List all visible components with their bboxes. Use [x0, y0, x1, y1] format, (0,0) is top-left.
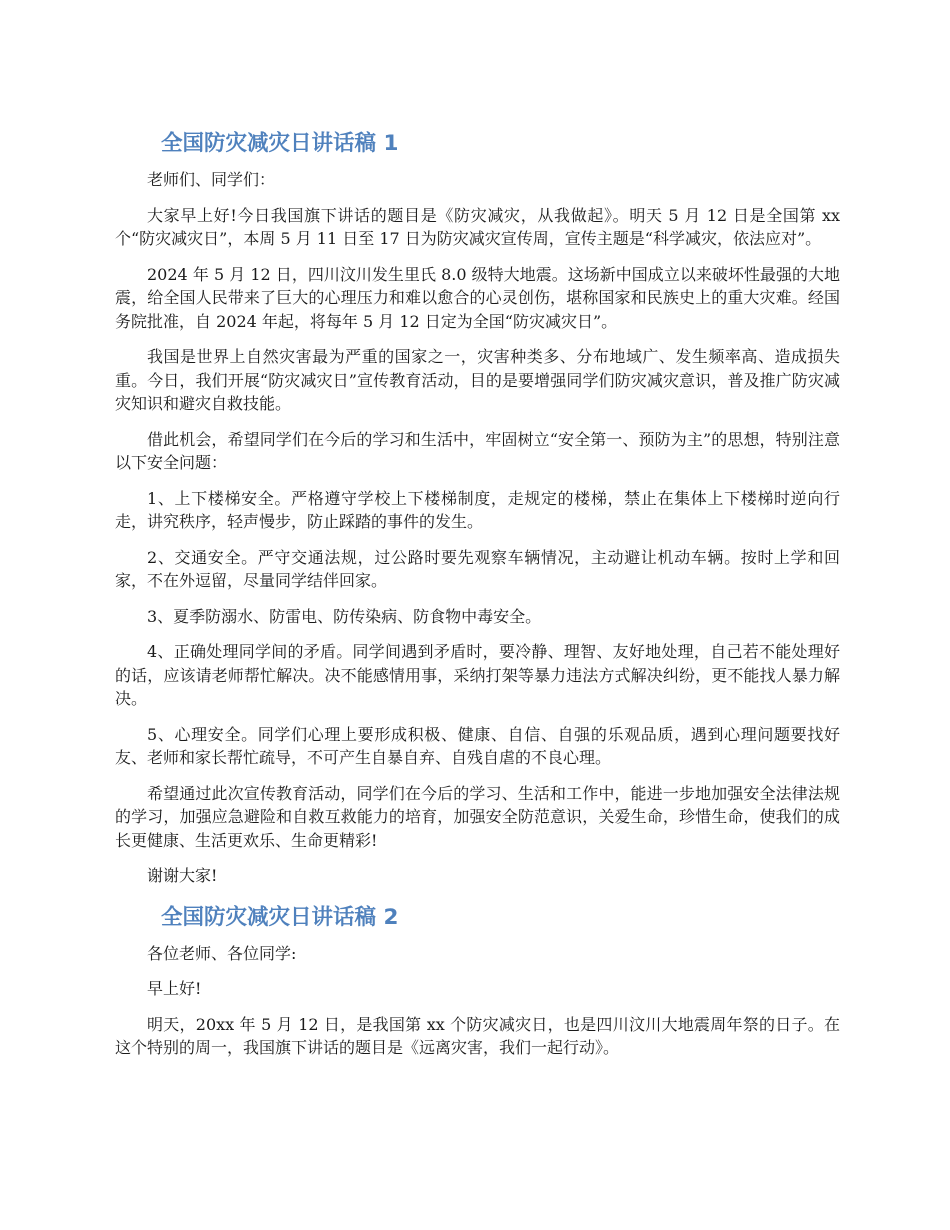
paragraph: 早上好!	[147, 979, 202, 998]
section-1	[115, 126, 840, 888]
paragraph: 我国是世界上自然灾害最为严重的国家之一，灾害种类多、分布地域广、发生频率高、造成损失重。今日，我们开展“防灾减灾日”宣传教育活动，目的是要增强同学们防灾减灾意识，普及推广防灾减灾知识和避灾自救技能。	[115, 347, 840, 413]
paragraph: 借此机会，希望同学们在今后的学习和生活中，牢固树立“安全第一、预防为主”的思想，特别注意以下安全问题：	[115, 429, 840, 472]
list-item-5: 5、心理安全。同学们心理上要形成积极、健康、自信、自强的乐观品质，遇到心理问题要找好友、老师和家长帮忙疏导，不可产生自暴自弃、自残自虐的不良心理。	[115, 724, 840, 767]
list-item-3: 3、夏季防溺水、防雷电、防传染病、防食物中毒安全。	[147, 606, 542, 626]
section-1-title: 全国防灾减灾日讲话稿 1	[161, 131, 399, 156]
paragraph: 明天，20xx 年 5 月 12 日，是我国第 xx 个防灾减灾日，也是四川汶川大地震周年祭的日子。在这个特别的周一，我国旗下讲话的题目是《远离灾害，我们一起行动》。	[115, 1014, 840, 1057]
paragraph: 老师们、同学们：	[147, 170, 276, 189]
greeting: 各位老师、各位同学:	[147, 943, 297, 963]
paragraph: 2024 年 5 月 12 日，四川汶川发生里氏 8.0 级特大地震。这场新中国成立以来破坏性最强的大地震，给全国人民带来了巨大的心理压力和难以愈合的心灵创伤，堪称国家和民族史上的重大灾难。经国务院批准，自 2024 年起，将每年 5 月 12 日定为全国“防灾减灾日”。	[115, 264, 840, 331]
list-item-2: 2、交通安全。严守交通法规，过公路时要先观察车辆情况，主动避让机动车辆。按时上学和回家，不在外逗留，尽量同学结伴回家。	[115, 547, 840, 590]
section-2-title: 全国防灾减灾日讲话稿 2	[161, 904, 399, 930]
list-item-4: 4、正确处理同学间的矛盾。同学间遇到矛盾时，要冷静、理智、友好地处理，自己若不能处理好的话，应该请老师帮忙解决。决不能感情用事，采纳打架等暴力违法方式解决纠纷，更不能找人暴力解决。	[115, 642, 840, 708]
section-2	[115, 900, 840, 1060]
list-item-1: 1、上下楼梯安全。严格遵守学校上下楼梯制度，走规定的楼梯，禁止在集体上下楼梯时逆向行走，讲究秩序，轻声慢步，防止踩踏的事件的发生。	[115, 488, 840, 531]
paragraph: 大家早上好!今日我国旗下讲话的题目是《防灾减灾，从我做起》。明天 5 月 12 日是全国第 xx 个“防灾减灾日”，本周 5 月 11 日至 17 日为防灾减灾宣传周，宣传主题是“科学减灾，依法应对”。	[115, 205, 840, 248]
document-content	[115, 126, 840, 1072]
paragraph: 希望通过此次宣传教育活动，同学们在今后的学习、生活和工作中，能进一步地加强安全法律法规的学习，加强应急避险和自救互救能力的培育，加强安全防范意识，关爱生命，珍惜生命，使我们的成长更健康、生活更欢乐、生命更精彩!	[115, 783, 840, 850]
closing-line: 谢谢大家!	[147, 866, 218, 885]
